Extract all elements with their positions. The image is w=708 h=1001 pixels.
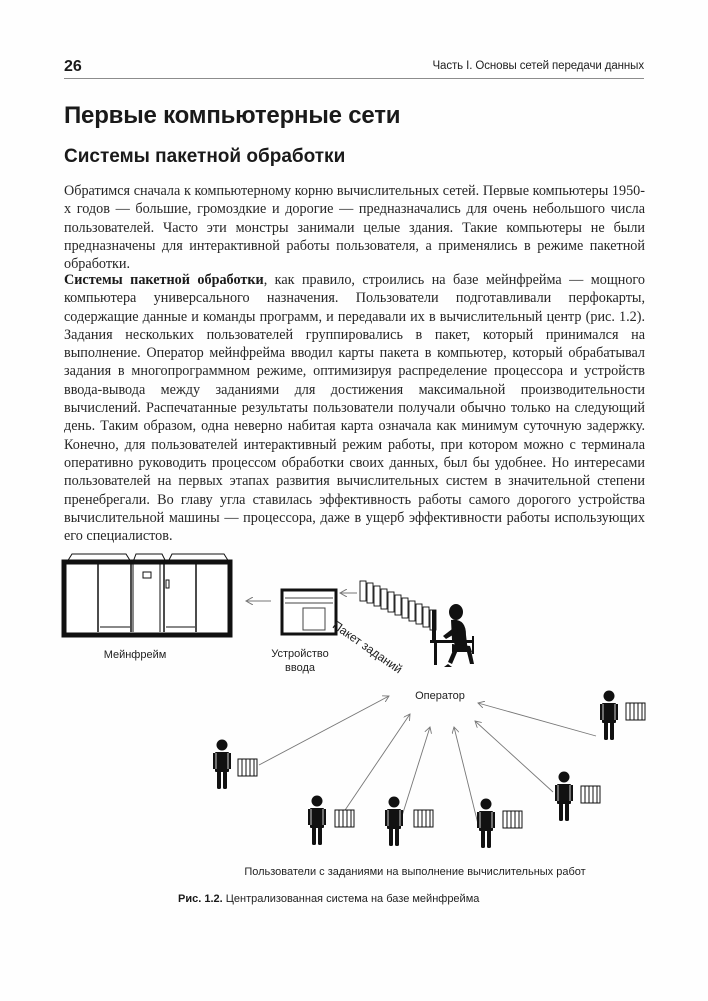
mainframe-icon — [64, 554, 230, 635]
task-deck-icon — [238, 759, 257, 776]
task-deck-icon — [581, 786, 600, 803]
header-divider — [64, 78, 644, 79]
label-input-device: Устройство ввода — [271, 648, 329, 674]
punch-card-stack-icon — [360, 581, 436, 630]
figure-diagram — [0, 540, 708, 880]
task-deck-icon — [414, 810, 433, 827]
task-deck-icon — [503, 811, 522, 828]
paragraph-batch-systems — [64, 271, 645, 545]
page-header — [64, 58, 644, 78]
operator-at-desk-icon — [430, 604, 474, 667]
figure-centralized-system — [0, 540, 708, 920]
user-figure-icon — [555, 772, 600, 822]
section-title: Системы пакетной обработки — [64, 146, 346, 167]
figure-caption — [178, 893, 479, 905]
paragraph-body: , как правило, строились на базе мейнфрейма — мощного компьютера универсального назначения. Пользователи подготавливали перфокарты, содержащие данные и команды программ, и передавали их в вычислительный центр (рис. 1.2). Задания нескольких пользователей группировались в пакет, который принимался на выполнение. Оператор мейнфрейма вводил карты пакета в компьютер, который обрабатывал задания в многопрограммном режиме, оптимизируя распределение процессора и устройств ввода-вывода между заданиями для достижения максимальной производительности вычислений. Распечатанные результаты пользователи получали обычно только на следующий день. Таким образом, одна неверно набитая карта означала как минимум суточную задержку. Конечно, для пользователей интерактивный режим работы, при котором можно с терминала оперативно руководить процессом обработки своих данных, был бы удобнее. Но интересами пользователей на первых этапах развития вычислительных систем в значительной степени пренебрегали. Во главу угла ставилась эффективность работы самого дорогого устройства вычислительной машины — процессора, даже в ущерб эффективности работы использующих его специалистов. — [64, 272, 645, 545]
paragraph-intro: Обратимся сначала к компьютерному корню вычислительных сетей. Первые компьютеры 1950-х годов — большие, громоздкие и дорогие — предназначались для очень небольшого числа пользователей. Часто эти монстры занимали целые здания. Такие компьютеры не были предназначены для интерактивной работы пользователя, а применялись в режиме пакетной обработки. — [64, 183, 645, 273]
task-deck-icon — [335, 810, 354, 827]
user-figure-icon — [385, 797, 433, 847]
label-operator: Оператор — [415, 690, 465, 702]
running-title: Часть I. Основы сетей передачи данных — [432, 60, 644, 72]
user-figure-icon — [308, 796, 354, 846]
bold-term: Системы пакетной обработки — [64, 272, 264, 288]
page-number: 26 — [64, 58, 82, 75]
user-figure-icon — [213, 740, 257, 790]
label-users: Пользователи с заданиями на выполнение вычислительных работ — [244, 866, 586, 878]
caption-label: Рис. 1.2. — [178, 893, 223, 905]
task-deck-icon — [626, 703, 645, 720]
caption-text: Централизованная система на базе мейнфрейма — [225, 893, 480, 905]
user-arrows — [259, 696, 596, 824]
label-mainframe: Мейнфрейм — [103, 649, 167, 661]
chapter-title: Первые компьютерные сети — [64, 102, 401, 129]
input-device-icon — [282, 590, 336, 634]
label-packet: Пакет заданий — [329, 618, 405, 677]
user-figure-icon — [477, 799, 522, 849]
user-figure-icon — [600, 691, 645, 741]
